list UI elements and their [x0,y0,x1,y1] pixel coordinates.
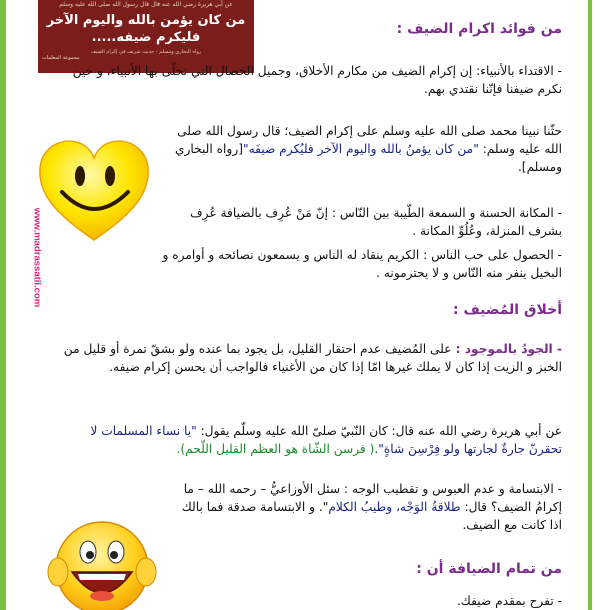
benefits-heading: من فوائد اكرام الضيف : [396,21,562,37]
neighbor-hadith-note: ( فرسن الشّاة هو العظم القليل اللّحم). [176,442,375,456]
heart-smiley-icon [36,136,152,244]
generosity-label: - الجودُ بالموجود : [451,342,562,356]
completion-item-1: - تفرح بمقدم ضيفك. [456,594,562,608]
hadith-quote: "من كان يؤمنُ بالله واليوم الآخر فليُكرم ضيفَه" [242,142,479,156]
page-frame-left [0,0,6,610]
banner-fine-print: رواه البخاري ومسلم - حديث شريف في إكرام الضيف [90,49,202,55]
smile-text-a: - الابتسامة و عدم العبوس و تقطيب الوجه : سئل الأوزاعيُّ – رحمه الله – ما إكرامُ الضيف؟ قال: [183,482,562,514]
ethic-smile [180,480,562,534]
completion-heading: من تمام الضيافة أن : [416,561,562,577]
neighbor-hadith-intro: عن أبي هريرة رضي الله عنه قال: كان النّبيّ صلىّ الله عليه وسلّم يقول: [196,424,562,438]
benefit-reputation: - المكانة الحسنة و السمعة الطّيبة بين النّاس : إنّ مَنْ عُرِف بالضيافة عُرِف بشرف المنزلة، وعُلُوِّ المكانة . [190,206,562,238]
ethics-heading: أخلاق المُضيف : [452,302,562,318]
banner-top-line: عن أبي هريرة رضي الله عنه قال قال رسول الله صلى الله عليه وسلم [59,1,233,8]
neighbor-hadith-quote: "يا نساء المسلمات لا تحقرنّ جارةٌ لجارتها ولو فِرْسِنَ شاةٍ". [90,424,562,456]
benefit-hadith [158,122,562,176]
banner-line-2: فليكرم ضيفه..... [91,30,201,45]
generosity-text: على المُضيف عدم احتقار القليل، بل يجود بما عنده ولو بشقّ تمرة أو قليل من الخبز و الزيت إذا كان لا يملك غيرها امّا إذا كان من الأغنياء فالواجب أن يحسن إكرام ضيفه. [63,342,562,374]
banner-footer: مجموعة المعلمات [42,55,80,61]
site-watermark: www.madrassatii.com [31,207,43,308]
ethic-generosity [54,340,562,376]
hadith-source: [رواه البخاري ومسلم]. [175,142,562,174]
smile-text-b: ". و الابتسامة صدقة فما بالك اذا كانت مع الضيف. [181,500,562,532]
hadith-intro: حثّنا نبينا محمد صلى الله عليه وسلم على إكرام الضيف؛ قال رسول الله صلى الله عليه وسلم: [177,124,562,156]
page-frame-right [588,0,592,610]
benefit-love: - الحصول على حب الناس : الكريم ينقاد له الناس و يسمعون نصائحه و أوامره و البخيل ينفر منه النّاس و لا يحترمونه . [162,248,562,280]
smile-quote: طلاقةُ الوَجْه، وطيبُ الكلام [328,500,461,514]
ethic-neighbor-hadith [54,422,562,458]
benefit-prophets: - الاقتداء بالأنبياء: إن إكرام الضيف من مكارم الأخلاق، وجميل الخصال التي تحلّى بها الأنبياء، و حين نكرم ضيفنا فإنّنا نقتدي بهم. [72,64,562,96]
laughing-emoji-icon [42,514,162,610]
banner-line-1: من كان يؤمن بالله واليوم الآخر [46,13,246,28]
